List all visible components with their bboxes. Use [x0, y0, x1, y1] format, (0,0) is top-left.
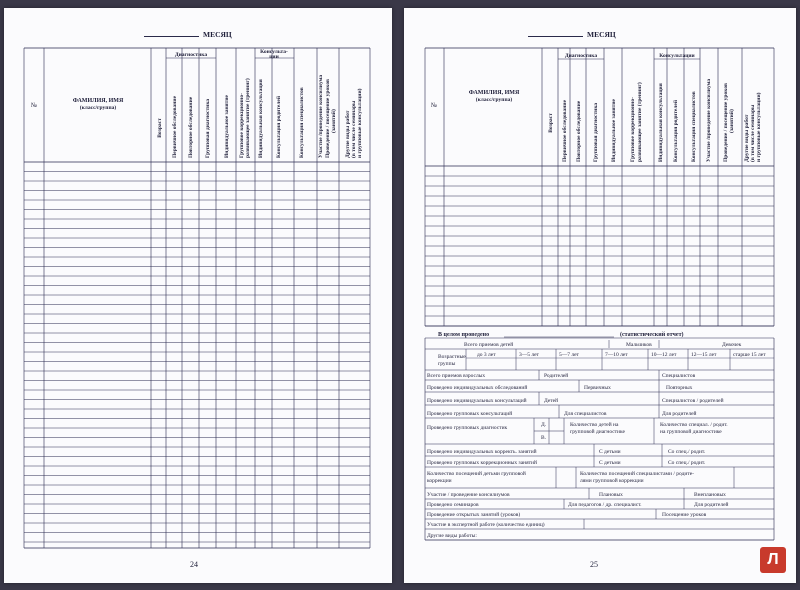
stat-label: Количество посещений детьми групповой	[427, 471, 526, 477]
diag-col-label: Повторное обследование	[188, 96, 194, 158]
stat-label: Посещение уроков	[662, 512, 707, 518]
consult-col-label: Индивидуальная консультация	[658, 83, 664, 162]
stat-label: Проведено семинаров	[427, 502, 479, 508]
stat-label: Для родителей	[694, 502, 729, 508]
col-name-sub: (класс/группа)	[79, 105, 117, 111]
stat-label: Со спец./ родит.	[668, 460, 706, 466]
consult-col-label: Консультация специалистов	[299, 87, 305, 158]
stat-label: Проведено индивидуальных консультаций	[427, 398, 527, 404]
col-group-corr-label: Групповое коррекционно-	[239, 93, 245, 158]
age-group-label: 3—5 лет	[519, 352, 539, 358]
right-page	[404, 8, 796, 583]
stat-label: Родителей	[544, 373, 569, 379]
stat-label: Внеплановых	[694, 492, 726, 498]
col-age-label: Возраст	[157, 118, 163, 138]
col-lessons-label: (занятий)	[331, 109, 337, 133]
stat-label: Количество специал. / родит.	[660, 422, 728, 428]
age-group-label: до 3 лет	[477, 352, 496, 358]
stat-label: Детей	[544, 398, 559, 404]
stat-label: Проведено групповых коррекционных занятий	[427, 460, 537, 466]
stat-label: Другие виды работы:	[427, 533, 477, 539]
age-group-label: 10—12 лет	[651, 352, 677, 358]
col-other-label: и групповые консультации)	[357, 88, 363, 158]
right-log-table	[404, 8, 796, 583]
col-lessons-label: Проведение / посещение уроков	[325, 79, 331, 158]
stat-label: Специалистов / родителей	[662, 398, 724, 404]
stat-label: Для педагогов / др. специалист.	[568, 502, 642, 508]
stat-label: Плановых	[599, 492, 623, 498]
diag-col-label: Повторное обследование	[576, 100, 582, 162]
consult-col-label: Консультация родителей	[673, 99, 679, 162]
col-group-corr-label: Групповое коррекционно-	[630, 97, 636, 162]
col-other-label: Другие виды работ	[345, 110, 351, 158]
stat-label: Участие / проведение консилиумов	[427, 492, 510, 498]
col-consilium-label: Участие /проведение консилиума	[318, 74, 324, 158]
stat-label: Первичных	[584, 385, 611, 391]
col-other-label: Другие виды работ	[744, 114, 750, 162]
page-number-right: 25	[590, 560, 598, 569]
stat-label: Возрастные	[438, 354, 466, 360]
page-number-left: 24	[190, 560, 198, 569]
stat-label: Участие в экспертной работе (количество единиц)	[427, 522, 545, 528]
consult-col-label: Консультация родителей	[276, 95, 282, 158]
stat-label: группы	[438, 361, 456, 367]
diag-group-label: Диагностика	[174, 52, 208, 58]
age-group-label: 7—10 лет	[605, 352, 628, 358]
diag-group-label: Диагностика	[564, 53, 598, 59]
age-group-label: 5—7 лет	[559, 352, 579, 358]
col-individual-label: Индивидуальное занятие	[611, 99, 617, 162]
stat-label: В.	[541, 435, 547, 441]
stat-label: Проведение открытых занятий (уроков)	[427, 512, 521, 518]
col-age-label: Возраст	[548, 113, 554, 133]
stat-label: Для специалистов	[564, 411, 607, 417]
stat-label: на групповой диагностике	[660, 429, 722, 435]
stat-label: Проведено групповых диагностик	[427, 425, 508, 431]
stat-label: Всего приемов детей	[464, 342, 514, 348]
stat-total-label: В целом проведено	[438, 332, 490, 338]
stat-report-label: (статистический отчет)	[620, 332, 684, 338]
diag-col-label: Первичное обследование	[562, 99, 568, 162]
left-page	[4, 8, 392, 583]
consult-group-label: Консультации	[659, 53, 695, 59]
stat-label: Девочек	[722, 342, 742, 348]
col-lessons-label: (занятий)	[729, 109, 735, 133]
age-group-label: 12—15 лет	[691, 352, 717, 358]
col-name-sub: (класс/группа)	[475, 97, 513, 103]
stat-label: Мальчиков	[626, 342, 652, 348]
col-consilium-label: Участие /проведение консилиума	[706, 78, 712, 162]
stat-label: Для родителей	[662, 411, 697, 417]
stat-label: Д.	[541, 422, 547, 428]
diag-col-label: Групповая диагностика	[205, 98, 211, 158]
consult-col-label: Индивидуальная консультация	[258, 79, 264, 158]
consult-group-label: Консульта-	[260, 49, 288, 55]
stat-label: Количество детей на	[570, 422, 619, 428]
stat-label: Со спец./ родит.	[668, 449, 706, 455]
col-other-label: и групповые консультации)	[756, 92, 762, 162]
col-other-label: (в том числе семинары	[750, 104, 756, 162]
month-label: МЕСЯЦ	[587, 30, 616, 39]
stat-label: Повторных	[666, 385, 693, 391]
col-group-corr-label: развивающее занятие (тренинг)	[637, 82, 643, 162]
stat-label: Количество посещений специалистами / родите-	[580, 471, 694, 477]
stat-label: лями групповой коррекции	[580, 478, 644, 484]
consult-col-label: Консультация специалистов	[691, 91, 697, 162]
stat-label: Проведено индивидуальных обследований	[427, 385, 528, 391]
stat-label: С детьми	[599, 460, 621, 466]
stat-label: Проведено индивидуальных корректь. занятий	[427, 449, 537, 455]
stat-label: групповой диагностике	[570, 429, 625, 435]
stat-label: С детьми	[599, 449, 621, 455]
col-individual-label: Индивидуальное занятие	[224, 95, 230, 158]
col-name-label: ФАМИЛИЯ, ИМЯ	[468, 90, 520, 96]
consult-group-label: ции	[269, 54, 279, 60]
stat-label: Специалистов	[662, 373, 696, 379]
age-group-label: старше 15 лет	[733, 352, 766, 358]
col-lessons-label: Проведение / посещение уроков	[723, 83, 729, 162]
col-other-label: (в том числе семинары	[351, 100, 357, 158]
stat-label: Проведено групповых консультаций	[427, 411, 513, 417]
col-group-corr-label: развивающее занятие (тренинг)	[245, 78, 251, 158]
diag-col-label: Групповая диагностика	[593, 102, 599, 162]
col-num-label: №	[30, 102, 38, 109]
left-log-table	[4, 8, 392, 583]
stat-label: Всего приемов взрослых	[427, 373, 486, 379]
diag-col-label: Первичное обследование	[172, 95, 178, 158]
col-num-label: №	[430, 102, 438, 109]
stat-label: коррекции	[427, 478, 452, 484]
publisher-logo: Л	[760, 547, 786, 573]
month-label: МЕСЯЦ	[203, 30, 232, 39]
col-name-label: ФАМИЛИЯ, ИМЯ	[72, 98, 124, 104]
